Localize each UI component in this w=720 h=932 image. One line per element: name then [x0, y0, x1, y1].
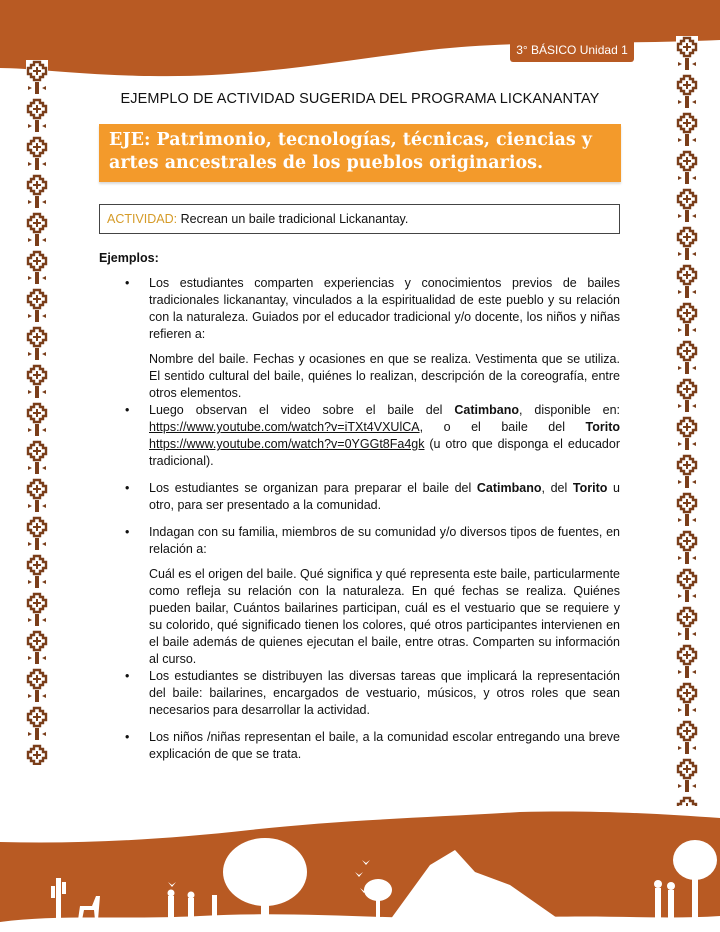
text-span: , disponible en:: [518, 403, 621, 417]
bullet-icon: •: [125, 276, 130, 290]
text-span: Luego observan el video sobre el baile del: [149, 403, 455, 417]
list-item: [120, 729, 620, 763]
landscape-silhouette-icon: [0, 810, 720, 932]
andean-border-right-icon: [676, 36, 698, 806]
examples-list: [120, 275, 620, 763]
activity-box: [99, 204, 620, 234]
dance-name-torito: Torito: [585, 420, 620, 434]
eje-banner: EJE: Patrimonio, tecnologías, técnicas, ciencias y artes ancestrales de los pueblos originarios.: [99, 124, 621, 182]
andean-border-left-icon: [26, 60, 48, 765]
item-text: Los estudiantes se distribuyen las diversas tareas que implicará la representación del baile: bailarines, encargados de vestuario, músicos, y otros roles que sean necesarios para desarrollar la actividad.: [149, 669, 620, 717]
video-link-catimbano[interactable]: https://www.youtube.com/watch?v=iTXt4VXUlCA: [149, 420, 420, 434]
list-item: [120, 524, 620, 668]
text-span: , del: [541, 481, 573, 495]
dance-name-catimbano: Catimbano: [476, 481, 542, 495]
video-link-torito[interactable]: https://www.youtube.com/watch?v=0YGGt8Fa4gk: [149, 437, 425, 451]
text-span: , o el baile del: [419, 420, 586, 434]
document-title: EJEMPLO DE ACTIVIDAD SUGERIDA DEL PROGRAMA LICKANANTAY: [120, 91, 600, 107]
dance-name-catimbano: Catimbano: [454, 403, 519, 417]
dance-name-torito: Torito: [572, 481, 608, 495]
text-span: Los estudiantes se organizan para preparar el baile del: [149, 481, 477, 495]
activity-label: ACTIVIDAD:: [107, 212, 178, 226]
item-subtext: Nombre del baile. Fechas y ocasiones en que se realiza. Vestimenta que se utiliza. El sentido cultural del baile, quiénes lo realizan, descripción de la coreografía, entre otros elementos.: [149, 352, 620, 400]
item-text: [149, 402, 620, 470]
bullet-icon: •: [125, 525, 130, 539]
list-item: [120, 275, 620, 402]
examples-heading: Ejemplos:: [99, 251, 159, 265]
bullet-icon: •: [125, 730, 130, 744]
unit-badge: 3° BÁSICO Unidad 1: [510, 38, 634, 62]
bullet-icon: •: [125, 481, 130, 495]
list-item: [120, 402, 620, 470]
item-subtext: Cuál es el origen del baile. Qué significa y qué representa este baile, particularmente como refleja su relación con la naturaleza. En qué fechas se realiza. Quiénes pueden bailar, Cuántos bailarines participan, cuál es el vestuario que se requiere y su colorido, qué significado tienen los colores, qué otros participantes intervienen en el baile además de quienes ejecutan el baile, entre otras. Comparten su información al curso.: [149, 567, 620, 666]
item-text: Los estudiantes comparten experiencias y conocimientos previos de bailes tradicionales lickanantay, vinculados a la espiritualidad de este pueblo y su relación con la naturaleza. Guiados por el educador tradicional y/o docente, los niños y niñas refieren a:: [149, 276, 620, 341]
bullet-icon: •: [125, 403, 130, 417]
item-text: Los niños /niñas representan el baile, a la comunidad escolar entregando una breve explicación de que se trata.: [149, 730, 620, 761]
list-item: [120, 668, 620, 719]
item-text: [149, 480, 620, 514]
activity-text: Recrean un baile tradicional Lickanantay.: [180, 212, 409, 226]
item-text: Indagan con su familia, miembros de su comunidad y/o diversos tipos de fuentes, en relación a:: [149, 525, 620, 556]
list-item: [120, 480, 620, 514]
text-span: u otro, para ser presentado a la comunidad.: [149, 481, 620, 512]
text-span: (u otro que disponga el educador tradicional).: [149, 437, 620, 468]
bullet-icon: •: [125, 669, 130, 683]
